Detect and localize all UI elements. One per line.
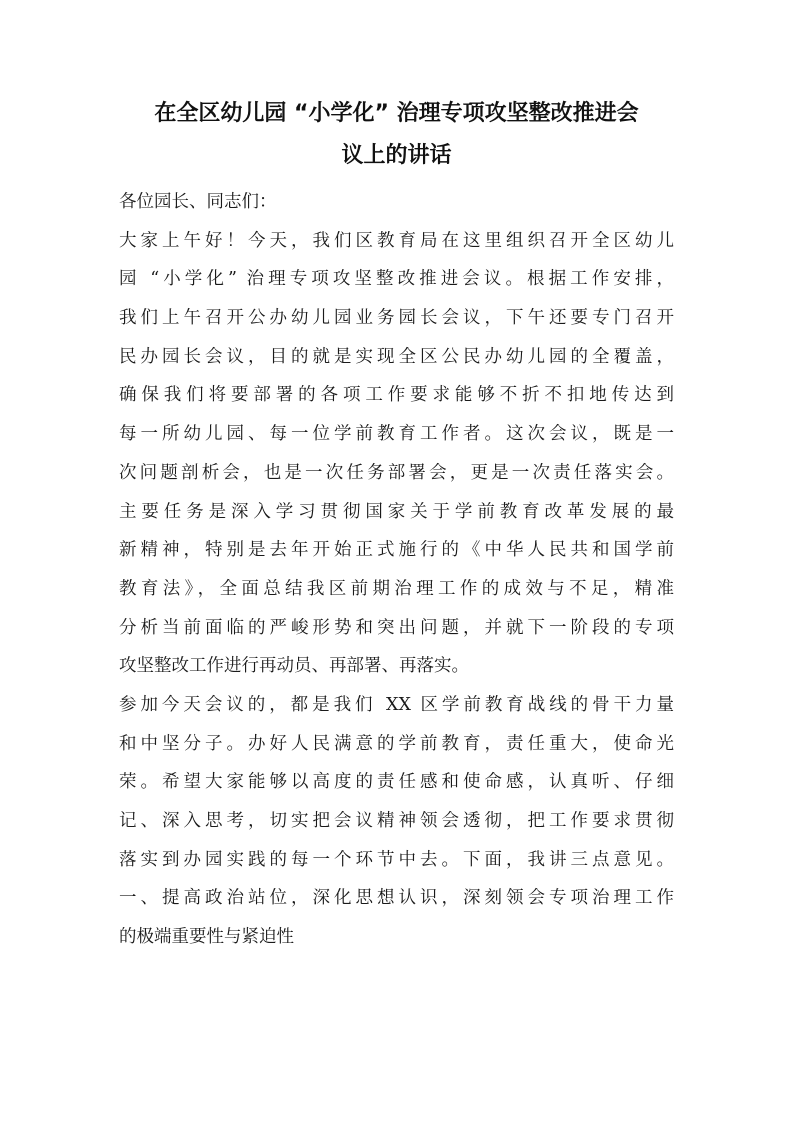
title-line-2: 议上的讲话 bbox=[341, 143, 452, 168]
text-line: 我们上午召开公办幼儿园业务园长会议，下午还要专门召开 bbox=[119, 308, 674, 329]
text-line: 大家上午好！今天，我们区教育局在这里组织召开全区幼儿 bbox=[119, 230, 674, 251]
title-line-1: 在全区幼儿园 “小学化” 治理专项攻坚整改推进会 bbox=[154, 101, 639, 126]
text-line: 荣。希望大家能够以高度的责任感和使命感，认真听、仔细 bbox=[119, 772, 674, 793]
text-line: 新精神，特别是去年开始正式施行的《中华人民共和国学前 bbox=[119, 540, 674, 561]
text-line: 落实到办园实践的每一个环节中去。下面，我讲三点意见。 bbox=[119, 849, 674, 870]
text-line: 园 “小学化” 治理专项攻坚整改推进会议。根据工作安排， bbox=[119, 269, 674, 290]
document-title bbox=[110, 93, 683, 177]
text-line: 分析当前面临的严峻形势和突出问题，并就下一阶段的专项 bbox=[119, 617, 674, 638]
text-line: 民办园长会议，目的就是实现全区公民办幼儿园的全覆盖， bbox=[119, 346, 674, 367]
text-line: 参加今天会议的，都是我们 XX 区学前教育战线的骨干力量 bbox=[119, 694, 674, 715]
text-line: 攻坚整改工作进行再动员、再部署、再落实。 bbox=[119, 656, 469, 677]
text-line: 确保我们将要部署的各项工作要求能够不折不扣地传达到 bbox=[119, 385, 674, 406]
text-line: 每一所幼儿园、每一位学前教育工作者。这次会议，既是一 bbox=[119, 424, 674, 445]
text-line: 的极端重要性与紧迫性 bbox=[119, 927, 294, 948]
text-line: 次问题剖析会，也是一次任务部署会，更是一次责任落实会。 bbox=[119, 462, 674, 483]
text-line: 教育法》，全面总结我区前期治理工作的成效与不足，精准 bbox=[119, 578, 674, 599]
text-line: 各位园长、同志们： bbox=[119, 192, 277, 212]
text-line: 一、提高政治站位，深化思想认识，深刻领会专项治理工作 bbox=[119, 888, 674, 909]
text-line: 和中坚分子。办好人民满意的学前教育，责任重大，使命光 bbox=[119, 733, 674, 754]
text-line: 记、深入思考，切实把会议精神领会透彻，把工作要求贯彻 bbox=[119, 811, 674, 831]
text-line: 主要任务是深入学习贯彻国家关于学前教育改革发展的最 bbox=[119, 501, 674, 522]
document-body bbox=[119, 183, 674, 957]
